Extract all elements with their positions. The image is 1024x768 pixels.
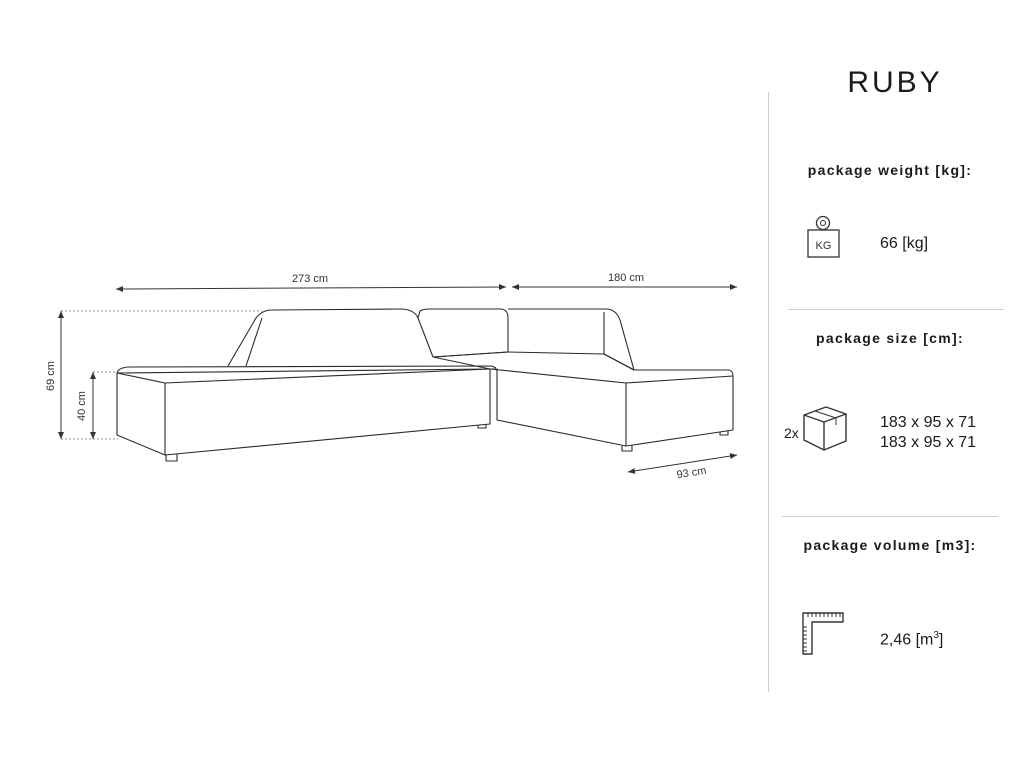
dimension-main-length-label: 273 cm <box>291 273 329 285</box>
package-volume-exponent: 3 <box>933 630 939 641</box>
dimension-chaise-length-label: 180 cm <box>607 272 645 284</box>
divider <box>788 309 1004 310</box>
panel-divider <box>768 92 769 692</box>
dimension-main-length <box>116 273 506 289</box>
package-size-value-1: 183 x 95 x 71 <box>880 414 977 431</box>
box-icon <box>802 404 848 452</box>
package-volume-close: ] <box>938 631 944 649</box>
dimension-chaise-depth <box>628 455 737 481</box>
package-size-value-2: 183 x 95 x 71 <box>880 434 977 451</box>
divider <box>782 516 998 517</box>
package-volume-value <box>880 626 943 650</box>
package-weight-value: 66 [kg] <box>880 235 929 252</box>
dimension-seat-height-label: 40 cm <box>76 391 88 421</box>
package-weight-label: package weight [kg]: <box>807 162 973 178</box>
ruler-icon <box>802 612 844 656</box>
sofa-outline <box>117 309 733 461</box>
weight-kg-icon <box>806 214 842 260</box>
package-count: 2x <box>784 425 799 441</box>
dimension-seat-height <box>76 372 118 439</box>
product-title: RUBY <box>847 66 943 99</box>
dimension-total-height-label: 69 cm <box>45 361 57 391</box>
package-volume-number: 2,46 [m <box>880 631 934 649</box>
weight-kg-icon-text: KG <box>815 240 832 252</box>
package-size-label: package size [cm]: <box>816 330 964 346</box>
dimension-chaise-length <box>512 272 737 287</box>
package-volume-label: package volume [m3]: <box>803 537 977 553</box>
dimension-chaise-depth-label: 93 cm <box>675 464 708 482</box>
